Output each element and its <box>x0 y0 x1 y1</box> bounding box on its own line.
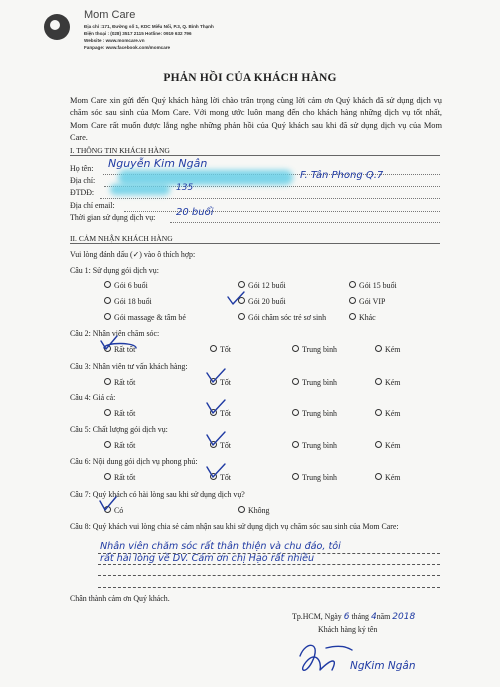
q5-option-average[interactable]: Trung bình <box>292 441 337 450</box>
radio-circle-icon <box>104 473 111 480</box>
q6-label: Câu 6: Nội dung gói dịch vụ phong phú: <box>70 457 198 466</box>
q5-label: Câu 5: Chất lượng gói dịch vụ: <box>70 425 168 434</box>
radio-circle-icon <box>349 297 356 304</box>
address-value[interactable]: F. Tân Phong Q.7 <box>300 170 384 181</box>
intro-paragraph: Mom Care xin gửi đến Quý khách hàng lời chào trân trọng cùng lời cảm ơn Quý khách đã sử dụng dịch vụ chăm sóc sau sinh của Mom Care. Với mong ước luôn mang đến cho khách hàng những dịch vụ tốt nhất, Mom Care rất muốn được lắng nghe những phản hồi của Quý khách sau khi đã sử dụng dịch vụ của Mom Care. <box>70 96 442 143</box>
q3-option-poor[interactable]: Kém <box>375 378 400 387</box>
phone-line <box>100 198 440 199</box>
radio-circle-icon <box>292 441 299 448</box>
date-month: 4 <box>370 612 377 622</box>
q4-option-good[interactable]: Tốt <box>210 409 231 418</box>
q3-option-very-good[interactable]: Rất tốt <box>104 378 135 387</box>
check-mark-icon <box>205 369 227 385</box>
q5-option-poor[interactable]: Kém <box>375 441 400 450</box>
radio-circle-icon <box>104 378 111 385</box>
pkg-vip[interactable]: Gói VIP <box>349 297 385 306</box>
section-1-rule <box>70 155 440 156</box>
pkg-6[interactable]: Gói 6 buổi <box>104 281 148 290</box>
email-line <box>124 211 440 212</box>
radio-circle-icon <box>210 345 217 352</box>
radio-circle-icon <box>292 409 299 416</box>
radio-circle-icon <box>292 378 299 385</box>
radio-circle-icon <box>238 506 245 513</box>
radio-circle-icon <box>375 473 382 480</box>
header-website: Website : www.momcare.vn <box>84 38 145 43</box>
pkg-20[interactable]: Gói 20 buổi <box>238 297 286 306</box>
selection-ring-icon <box>100 340 140 356</box>
address-label: Địa chỉ: <box>70 176 96 185</box>
q3-label: Câu 3: Nhân viên tư vấn khách hàng: <box>70 362 188 371</box>
header-address: Địa chỉ :171, Đường số 1, KDC Miếu Nổi, P.3, Q. Bình Thạnh <box>84 24 214 29</box>
radio-circle-icon <box>375 345 382 352</box>
q2-option-very-good[interactable]: Rất tốt <box>104 345 135 354</box>
pkg-other[interactable]: Khác <box>349 313 376 322</box>
brand-name: Mom Care <box>84 9 136 21</box>
check-mark-icon <box>205 400 227 416</box>
check-mark-icon <box>205 464 227 480</box>
comment-line-3 <box>98 575 440 576</box>
radio-circle-icon <box>104 313 111 320</box>
check-mark-icon <box>205 432 227 448</box>
radio-circle-icon <box>104 297 111 304</box>
comment-text-2[interactable]: rất hài lòng về DV. Cảm ơn chị Hạo rất nhiều <box>100 553 315 564</box>
signature-label: Khách hàng ký tên <box>318 625 378 634</box>
section-2-rule <box>70 243 440 244</box>
date-year: 2018 <box>392 612 416 622</box>
date-day: 6 <box>343 612 350 622</box>
q7-label: Câu 7: Quý khách có hài lòng sau khi sử dụng dịch vụ? <box>70 490 245 499</box>
q3-option-average[interactable]: Trung bình <box>292 378 337 387</box>
section-1-heading: I. THÔNG TIN KHÁCH HÀNG <box>70 146 170 155</box>
checkbox-instruction: Vui lòng đánh dấu (✓) vào ô thích hợp: <box>70 250 196 259</box>
q3-option-good[interactable]: Tốt <box>210 378 231 387</box>
pkg-massage[interactable]: Gói massage & tâm bé <box>104 313 186 322</box>
comment-line-4 <box>98 587 440 588</box>
comment-line-2 <box>98 564 440 565</box>
radio-circle-icon <box>104 441 111 448</box>
radio-circle-icon <box>238 313 245 320</box>
radio-circle-icon <box>292 345 299 352</box>
header-fanpage: Fanpage: www.facebook.com/momcare <box>84 45 171 50</box>
radio-circle-icon <box>238 281 245 288</box>
radio-circle-icon <box>104 281 111 288</box>
name-label: Họ tên: <box>70 164 94 173</box>
radio-circle-icon <box>349 313 356 320</box>
q7-option-yes[interactable]: Có <box>104 506 123 515</box>
pkg-15[interactable]: Gói 15 buổi <box>349 281 397 290</box>
radio-circle-icon <box>375 378 382 385</box>
thank-you-text: Chân thành cảm ơn Quý khách. <box>70 594 170 603</box>
redacted-address-blur <box>118 170 293 185</box>
pkg-newborn[interactable]: Gói chăm sóc trẻ sơ sinh <box>238 313 326 322</box>
service-time-value[interactable]: 20 buổi <box>176 207 214 218</box>
q5-option-very-good[interactable]: Rất tốt <box>104 441 135 450</box>
radio-circle-icon <box>349 281 356 288</box>
q2-label: Câu 2: Nhân viên chăm sóc: <box>70 329 160 338</box>
phone-value[interactable]: 135 <box>176 183 194 193</box>
redacted-phone-blur <box>110 184 170 195</box>
q6-option-good[interactable]: Tốt <box>210 473 231 482</box>
q2-option-poor[interactable]: Kém <box>375 345 400 354</box>
q8-label: Câu 8: Quý khách vui lòng chia sẻ cảm nhận sau khi sử dụng dịch vụ chăm sóc sau sinh của Mom Care: <box>70 522 399 531</box>
service-time-label: Thời gian sử dụng dịch vụ: <box>70 213 156 222</box>
q6-option-poor[interactable]: Kém <box>375 473 400 482</box>
date-line: Tp.HCM, Ngày 6 tháng 4năm 2018 <box>292 612 416 622</box>
radio-circle-icon <box>104 409 111 416</box>
check-mark-icon <box>98 498 118 514</box>
customer-signature-name: NgKim Ngân <box>350 660 416 672</box>
radio-circle-icon <box>375 409 382 416</box>
phone-label: ĐTDĐ: <box>70 188 95 197</box>
name-value[interactable]: Nguyễn Kim Ngân <box>108 157 208 170</box>
q1-label: Câu 1: Sử dụng gói dịch vụ: <box>70 266 159 275</box>
q4-option-very-good[interactable]: Rất tốt <box>104 409 135 418</box>
pkg-18[interactable]: Gói 18 buổi <box>104 297 152 306</box>
header-phone: Điện thoại : (028) 3517 2115 Hotline: 0919 632 796 <box>84 31 192 36</box>
q4-option-poor[interactable]: Kém <box>375 409 400 418</box>
q7-option-no[interactable]: Không <box>238 506 269 515</box>
q6-option-average[interactable]: Trung bình <box>292 473 337 482</box>
q4-label: Câu 4: Giá cả: <box>70 393 116 402</box>
mom-care-logo-icon <box>44 14 70 40</box>
comment-text-1[interactable]: Nhân viên chăm sóc rất thân thiện và chu đáo, tôi <box>100 541 341 552</box>
pkg-12[interactable]: Gói 12 buổi <box>238 281 286 290</box>
check-mark-icon <box>226 291 246 307</box>
email-label: Địa chỉ email: <box>70 201 115 210</box>
q2-option-average[interactable]: Trung bình <box>292 345 337 354</box>
service-time-line <box>170 222 440 223</box>
q2-option-good[interactable]: Tốt <box>210 345 231 354</box>
q6-option-very-good[interactable]: Rất tốt <box>104 473 135 482</box>
q4-option-average[interactable]: Trung bình <box>292 409 337 418</box>
q5-option-good[interactable]: Tốt <box>210 441 231 450</box>
radio-circle-icon <box>292 473 299 480</box>
form-title: PHẢN HỒI CỦA KHÁCH HÀNG <box>163 72 337 84</box>
radio-circle-icon <box>375 441 382 448</box>
section-2-heading: II. CẢM NHẬN KHÁCH HÀNG <box>70 234 173 243</box>
